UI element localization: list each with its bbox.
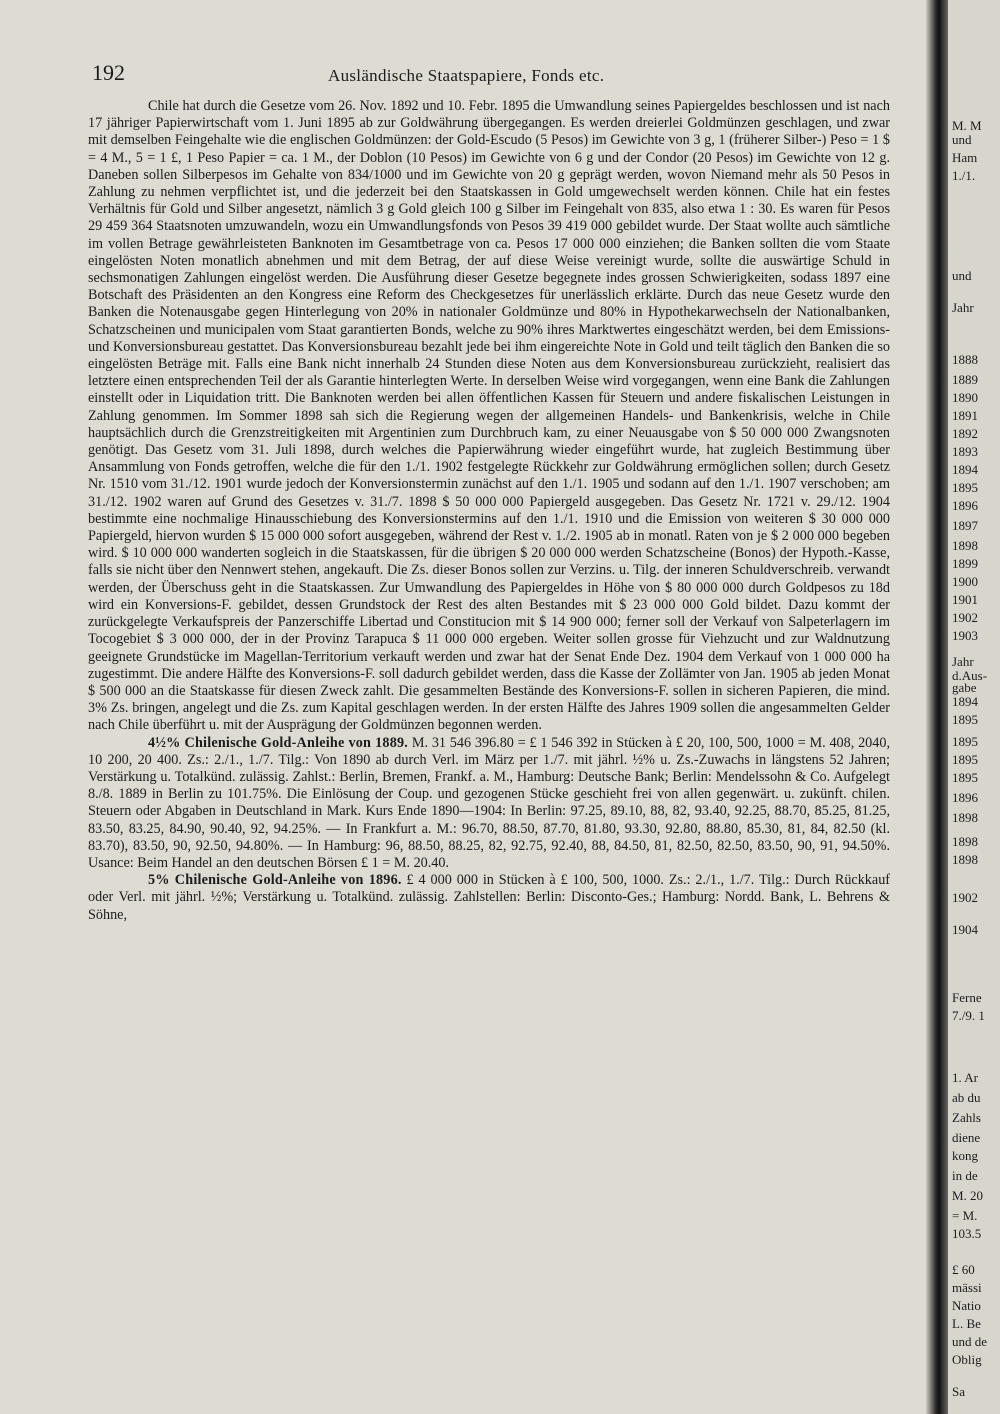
facing-page-fragment: M. 20 bbox=[952, 1188, 984, 1203]
facing-page-fragment: 103.5 bbox=[952, 1226, 982, 1241]
facing-page-fragment: gabe bbox=[952, 680, 977, 695]
facing-page-fragment: 1895 bbox=[952, 752, 978, 767]
facing-page-fragment: L. Be bbox=[952, 1316, 981, 1331]
book-gutter bbox=[926, 0, 948, 1414]
facing-page-fragment: 1889 bbox=[952, 372, 978, 387]
facing-page-fragment: kong bbox=[952, 1148, 978, 1163]
facing-page-fragment: ab du bbox=[952, 1090, 981, 1105]
facing-page-fragment: Ham bbox=[952, 150, 978, 165]
facing-page-fragment: Jahr bbox=[952, 300, 974, 315]
facing-page-fragment: und bbox=[952, 268, 972, 283]
facing-page-fragment: 1899 bbox=[952, 556, 978, 571]
facing-page-fragment: 1895 bbox=[952, 734, 978, 749]
facing-page-fragment: 1. Ar bbox=[952, 1070, 978, 1085]
facing-page-fragment: 1895 bbox=[952, 712, 978, 727]
facing-page-fragment: 1901 bbox=[952, 592, 978, 607]
facing-page-fragment: 1902 bbox=[952, 610, 978, 625]
facing-page-fragment: 7./9. 1 bbox=[952, 1008, 985, 1023]
facing-page-fragment: 1891 bbox=[952, 408, 978, 423]
facing-page-fragment: 1900 bbox=[952, 574, 978, 589]
facing-page-fragment: diene bbox=[952, 1130, 981, 1145]
page-header bbox=[92, 60, 892, 90]
facing-page-fragment: Zahls bbox=[952, 1110, 981, 1125]
facing-page-fragment: 1898 bbox=[952, 852, 978, 867]
facing-page-fragment: 1892 bbox=[952, 426, 978, 441]
facing-page-fragment: 1888 bbox=[952, 352, 978, 367]
facing-page-fragment: 1894 bbox=[952, 462, 978, 477]
facing-page-edge bbox=[948, 0, 1000, 1414]
loan-1896-text: £ 4 000 000 in Stücken à £ 100, 500, 1000. Zs.: 2./1., 1./7. Tilg.: Durch Rückkauf oder Verl. mit jährl. ½%; Verstärkung u. Totalkünd. zulässig. Zahlstellen: Berlin: Disconto-Ges.; Hamburg: Nordd. Bank, L. Behrens & Söhne, bbox=[88, 872, 891, 923]
chile-currency-paragraph: Chile hat durch die Gesetze vom 26. Nov. 1892 und 10. Febr. 1895 die Umwandlung seines Papiergeldes beschlossen und ist nach 17 jähriger Papierwirtschaft vom 1. Juni 1895 ab zur Goldwährung übergegangen. Es werden dreierlei Goldmünzen geschlagen, und zwar mit demselben Feingehalte wie die englischen Goldmünzen: der Gold-Escudo (5 Pesos) im Gewichte von 3 g, 1 (früherer Silber-) Peso = 1 $ = 4 M., 5 = 1 £, 1 Peso Papier = ca. 1 M., der Doblon (10 Pesos) im Gewichte von 6 g und der Condor (20 Pesos) im Gewichte von 12 g. Daneben sollen Silberpesos im Gehalte von 834/1000 und im Gewichte von 20 g geprägt werden, wovon Niemand mehr als 50 Pesos in Zahlung zu nehmen verpflichtet ist, und die jederzeit bei den Staatskassen in Gold umgewechselt werden können. Chile hat ein festes Verhältnis für Gold und Silber angesetzt, nämlich 3 g Gold gleich 100 g Silber im Feingehalt von 835, also etwa 1 : 30. Es waren für Pesos 29 459 364 Staatsnoten umzuwandeln, wozu ein Umwandlungsfonds von Pesos 39 419 000 gebildet wurde. Der Staat wollte auch sämtliche im vollen Betrage gewährleisteten Banknoten im Gesamtbetrage von ca. Pesos 17 000 000 einziehen; die Banken sollten die vom Staate eingelösten Noten monatlich abnehmen und mit dem Betrag, der auf diese Weise vereinigt wurde, sollte die auswärtige Schuld in sechsmonatigen Zahlungen eingelöst werden. Die Ausführung dieser Gesetze begegnete indes grossen Schwierigkeiten, sodass 1897 eine Botschaft des Präsidenten an den Kongress eine Reform des Checkgesetzes für unerlässlich erklärte. Durch das neue Gesetz wurde den Banken die Notenausgabe gegen Hinterlegung von 20% in nationaler Goldmünze und 80% in Hypothekarwechseln der Nationalbanken, Schatzscheinen und municipalen vom Staat garantierten Bonds, welche zu 90% ihres Marktwertes eingeschätzt werden, bei dem Emissions- und Konversionsbureau gestattet. Das Konversionsbureau bezahlt jede bei ihm eingereichte Note in Gold und teilt täglich den Banken die so eingelösten Beträge mit. Falls eine Bank nicht innerhalb 24 Stunden diese Noten aus dem Konversionsbureau zurückzieht, realisiert das letztere einen entsprechenden Teil der als Garantie hinterlegten Werte. In derselben Weise wird vorgegangen, wenn eine Bank die Zahlungen einstellt oder in Liquidation tritt. Die Banknoten werden bei allen öffentlichen Kassen für Steuern und andere fiskalischen Leistungen in Zahlung genommen. Im Sommer 1898 sah sich die Regierung wegen der allgemeinen Handels- und Bankenkrisis, welche in Chile hauptsächlich durch die Grenzstreitigkeiten mit Argentinien zum Durchbruch kam, zu einer Neuausgabe von $ 50 000 000 Zwangsnoten genötigt. Das Gesetz vom 31. Juli 1898, durch welches die Papierwährung wieder eingeführt wurde, hat zugleich Bestimmung über Ansammlung von Fonds getroffen, welche die für den 1./1. 1902 festgelegte Rückkehr zur Goldwährung ermöglichen sollen; durch Gesetz Nr. 1510 vom 31./12. 1901 wurde jedoch der Konversionstermin zunächst auf den 1./1. 1905 und sodann auf den 1./1. 1907 verschoben; am 31./12. 1902 waren auf Grund des Gesetzes v. 31./7. 1898 $ 50 000 000 Papiergeld ausgegeben. Das Gesetz Nr. 1721 v. 29./12. 1904 bestimmte eine nochmalige Hinausschiebung des Konversionstermins auf den 1./1. 1910 und die Emission von weiteren $ 30 000 000 Papiergeld, hiervon wurden $ 15 000 000 sofort ausgegeben, während der Rest v. 1./2. 1905 ab in monatl. Raten von je $ 2 000 000 begeben wird. $ 10 000 000 wanderten sogleich in die Staatskassen, für die übrigen $ 20 000 000 werden Schatzscheine (Bonos) der Hypoth.-Kasse, falls sie nicht über den Nennwert stehen, angekauft. Die Zs. dieser Bonos sollen zur Verzins. u. Tilg. der inneren Schuldverschreib. verwandt werden, der Überschuss geht in die Staatskassen. Zur Umwandlung des Papiergeldes in Höhe von $ 80 000 000 durch Goldpesos zu 18d wird ein Konversions-F. gebildet, dessen Grundstock der Rest des alten Bestandes mit $ 23 000 000 Gold bildet. Dazu kommt der zurückgelegte Verkaufspreis der Panzerschiffe Libertad und Constitucion mit $ 14 900 000; ferner soll der Verkauf von Salpeterlagern im Tocogebiet $ 3 000 000, der in der Provinz Tarapuca $ 11 000 000 ergeben. Weiter sollen grosse für Viehzucht und zur Waldnutzung geeignete Grundstücke im Magellan-Territorium verkauft werden und zwar hat der Senat Ende Dez. 1904 dem Verkauf von 1 000 000 ha zugestimmt. Die andere Hälfte des Konversions-F. soll dadurch gebildet werden, dass die Kasse der Zollämter von Jan. 1905 ab jeden Monat $ 500 000 an die Staatskasse für diesen Zweck zahlt. Die gesammelten Bestände des Konversions-F. sollen in sicheren Papieren, die mind. 3% Zs. bringen, angelegt und die Zs. zum Kapital geschlagen werden. In der ersten Hälfte des Jahres 1909 sollen die angesammelten Gelder nach Chile überführt u. mit der Ausprägung der Goldmünzen begonnen werden. bbox=[88, 98, 890, 734]
loan-1889-entry bbox=[88, 735, 890, 873]
facing-page-fragment: £ 60 bbox=[952, 1262, 975, 1277]
facing-page-fragment: 1898 bbox=[952, 834, 978, 849]
facing-page-fragment: 1890 bbox=[952, 390, 978, 405]
facing-page-fragment: in de bbox=[952, 1168, 978, 1183]
facing-page-fragment: Ferne bbox=[952, 990, 982, 1005]
loan-1889-text: M. 31 546 396.80 = £ 1 546 392 in Stücken à £ 20, 100, 500, 1000 = M. 408, 2040, 10 200, 20 400. Zs.: 2./1., 1./7. Tilg.: Von 1890 ab durch Verl. im März per 1./7. mit jährl. ½% u. Zs.-Zuwachs in längstens 52 Jahren; Verstärkung u. Totalkünd. zulässig. Zahlst.: Berlin, Bremen, Frankf. a. M., Hamburg: Deutsche Bank; Berlin: Mendelssohn & Co. Aufgelegt 8./8. 1889 in Berlin zu 101.75%. Die Einlösung der Coup. und gezogenen Stücke geschieht frei von allen gegenwärt. u. zukünft. chilen. Steuern oder Abgaben in Deutschland in Mark. Kurs Ende 1890—1904: In Berlin: 97.25, 89.10, 88, 82, 93.40, 92.25, 88.70, 85.25, 81.25, 83.50, 83.25, 84.90, 90.40, 92, 94.25%. — In Frankfurt a. M.: 96.70, 88.50, 87.70, 81.80, 93.30, 92.80, 88.80, 85.30, 81, 84, 82.50 (kl. 83.70), 83.50, 90, 92.50, 94.80%. — In Hamburg: 96, 88.50, 88.25, 82, 92.75, 92.40, 88, 84.50, 81, 82.50, 82.50, 83.50, 90, 91, 94.50%. Usance: Beim Handel an den deutschen Börsen £ 1 = M. 20.40. bbox=[88, 734, 890, 871]
loan-1896-heading: 5% Chilenische Gold-Anleihe von 1896. bbox=[148, 872, 402, 889]
facing-page-fragment: 1898 bbox=[952, 810, 978, 825]
facing-page-fragment: 1894 bbox=[952, 694, 978, 709]
page-number: 192 bbox=[92, 60, 125, 85]
facing-page-fragment: 1893 bbox=[952, 444, 978, 459]
running-title: Ausländische Staatspapiere, Fonds etc. bbox=[328, 66, 605, 85]
loan-1896-entry bbox=[88, 872, 890, 924]
facing-page-fragment: Jahr bbox=[952, 654, 974, 669]
facing-page-fragment: und de bbox=[952, 1334, 988, 1349]
facing-page-fragment: und bbox=[952, 132, 972, 147]
facing-page-fragment: Sa bbox=[952, 1384, 965, 1399]
loan-1889-heading: 4½% Chilenische Gold-Anleihe von 1889. bbox=[148, 734, 409, 751]
facing-page-fragment: 1895 bbox=[952, 480, 978, 495]
facing-page-fragment: 1903 bbox=[952, 628, 978, 643]
facing-page-fragment: 1898 bbox=[952, 538, 978, 553]
facing-page-fragment: mässi bbox=[952, 1280, 982, 1295]
facing-page-fragment: Natio bbox=[952, 1298, 981, 1313]
facing-page-fragment: 1897 bbox=[952, 518, 978, 533]
facing-page-fragment: 1./1. bbox=[952, 168, 976, 183]
facing-page-fragment: 1896 bbox=[952, 498, 978, 513]
facing-page-fragment: 1902 bbox=[952, 890, 978, 905]
facing-page-fragment: Oblig bbox=[952, 1352, 982, 1367]
facing-page-fragment: 1904 bbox=[952, 922, 978, 937]
facing-page-fragment: = M. bbox=[952, 1208, 978, 1223]
facing-page-fragment: 1896 bbox=[952, 790, 978, 805]
body-text bbox=[88, 98, 890, 924]
facing-page-fragment: M. M bbox=[952, 118, 982, 133]
facing-page-fragment: 1895 bbox=[952, 770, 978, 785]
facing-page-fragment: d.Aus- bbox=[952, 668, 988, 683]
